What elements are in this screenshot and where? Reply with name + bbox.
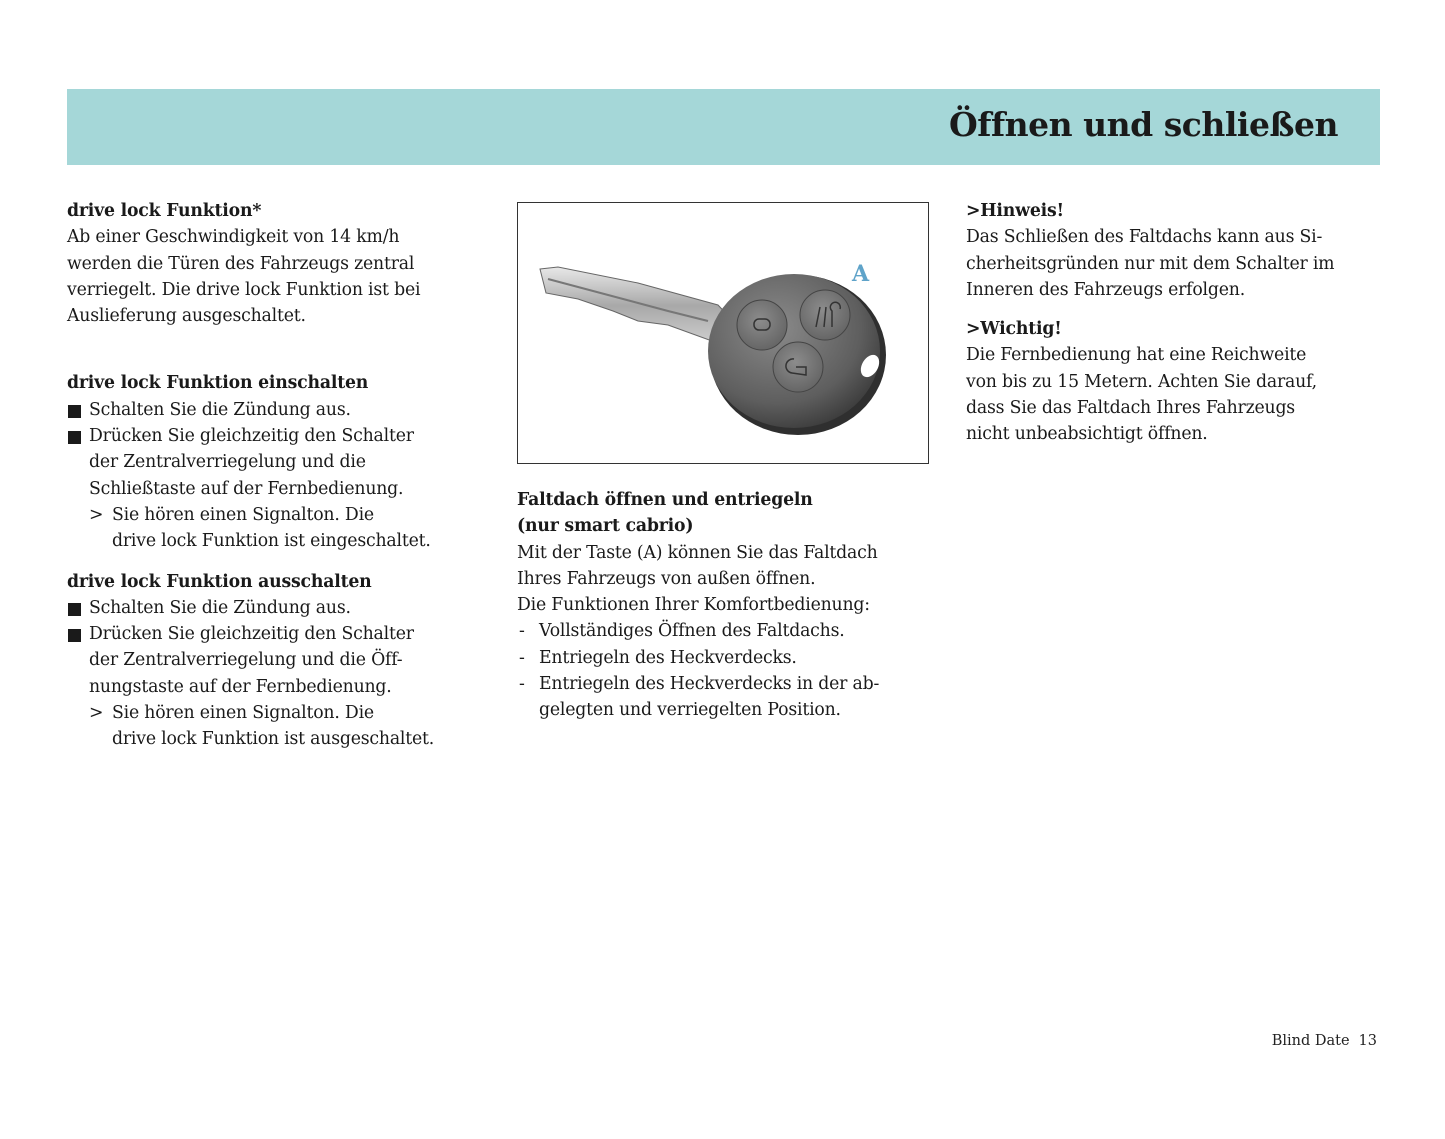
section-heading: drive lock Funktion einschalten — [67, 373, 369, 394]
text-line: nicht unbeabsichtigt öffnen. — [966, 424, 1208, 445]
text-line: - Entriegeln des Heckverdecks. — [517, 645, 947, 671]
text-line: - Vollständiges Öffnen des Faltdachs. — [517, 618, 947, 644]
text-line: Schalten Sie die Zündung aus. — [67, 397, 497, 423]
paragraph — [67, 224, 497, 329]
text-line: Ihres Fahrzeugs von außen öffnen. — [517, 568, 816, 589]
paragraph — [966, 224, 1396, 303]
section — [67, 569, 497, 753]
bullet-item — [67, 621, 497, 700]
page-title: Öffnen und schließen — [949, 105, 1338, 144]
section — [966, 316, 1396, 447]
page-footer — [1272, 1033, 1377, 1049]
text-line: werden die Türen des Fahrzeugs zentral — [67, 253, 415, 274]
section — [67, 370, 497, 554]
section-heading: drive lock Funktion ausschalten — [67, 571, 372, 592]
section-heading: >Hinweis! — [966, 201, 1064, 221]
button-a-label: A — [852, 261, 870, 287]
text-line: Ab einer Geschwindigkeit von 14 km/h — [67, 227, 400, 248]
text-line: Drücken Sie gleichzeitig den Schalter — [67, 423, 497, 449]
result-item — [67, 700, 497, 753]
text-line: > Sie hören einen Signalton. Die — [67, 700, 497, 726]
text-line: Schalten Sie die Zündung aus. — [67, 595, 497, 621]
dash-item — [517, 645, 947, 671]
smart-key-remote-icon — [518, 203, 928, 463]
text-line: Inneren des Fahrzeugs erfolgen. — [966, 279, 1245, 300]
section-heading: (nur smart cabrio) — [517, 516, 694, 537]
text-line: cherheitsgründen nur mit dem Schalter im — [966, 253, 1335, 274]
text-line: drive lock Funktion ist ausgeschaltet. — [112, 729, 435, 750]
text-line: Auslieferung ausgeschaltet. — [67, 306, 306, 327]
column-3 — [966, 198, 1396, 448]
text-line: Die Fernbedienung hat eine Reichweite — [966, 345, 1307, 366]
page-header-banner — [67, 89, 1380, 165]
text-line: nungstaste auf der Fernbedienung. — [89, 676, 392, 697]
section — [67, 198, 497, 329]
text-line: Drücken Sie gleichzeitig den Schalter — [67, 621, 497, 647]
text-line: Das Schließen des Faltdachs kann aus Si- — [966, 227, 1323, 248]
column-2 — [517, 487, 947, 724]
section-heading: >Wichtig! — [966, 319, 1062, 340]
text-line: der Zentralverriegelung und die — [89, 452, 366, 473]
key-remote-figure — [517, 202, 929, 464]
result-item — [67, 502, 497, 555]
text-line: drive lock Funktion ist eingeschaltet. — [112, 531, 431, 552]
section — [966, 198, 1396, 303]
column-1 — [67, 198, 497, 753]
text-line: verriegelt. Die drive lock Funktion ist bei — [67, 279, 421, 300]
bullet-item — [67, 423, 497, 502]
page-number: 13 — [1358, 1033, 1377, 1049]
dash-item — [517, 618, 947, 644]
paragraph — [966, 342, 1396, 447]
paragraph — [517, 540, 947, 619]
text-line: > Sie hören einen Signalton. Die — [67, 502, 497, 528]
text-line: Die Funktionen Ihrer Komfortbedienung: — [517, 595, 870, 616]
bullet-item — [67, 595, 497, 621]
dash-item — [517, 671, 947, 724]
text-line: Schließtaste auf der Fernbedienung. — [89, 478, 404, 499]
section — [517, 487, 947, 724]
text-line: Mit der Taste (A) können Sie das Faltdach — [517, 542, 878, 563]
text-line: dass Sie das Faltdach Ihres Fahrzeugs — [966, 398, 1295, 419]
footer-title: Blind Date — [1271, 1033, 1350, 1049]
text-line: von bis zu 15 Metern. Achten Sie darauf, — [966, 371, 1317, 392]
text-line: - Entriegeln des Heckverdecks in der ab- — [517, 671, 947, 697]
section-heading: Faltdach öffnen und entriegeln — [517, 490, 813, 510]
bullet-item — [67, 397, 497, 423]
text-line: der Zentralverriegelung und die Öff- — [89, 650, 403, 671]
section-heading: drive lock Funktion* — [67, 201, 262, 221]
text-line: gelegten und verriegelten Position. — [539, 700, 841, 721]
